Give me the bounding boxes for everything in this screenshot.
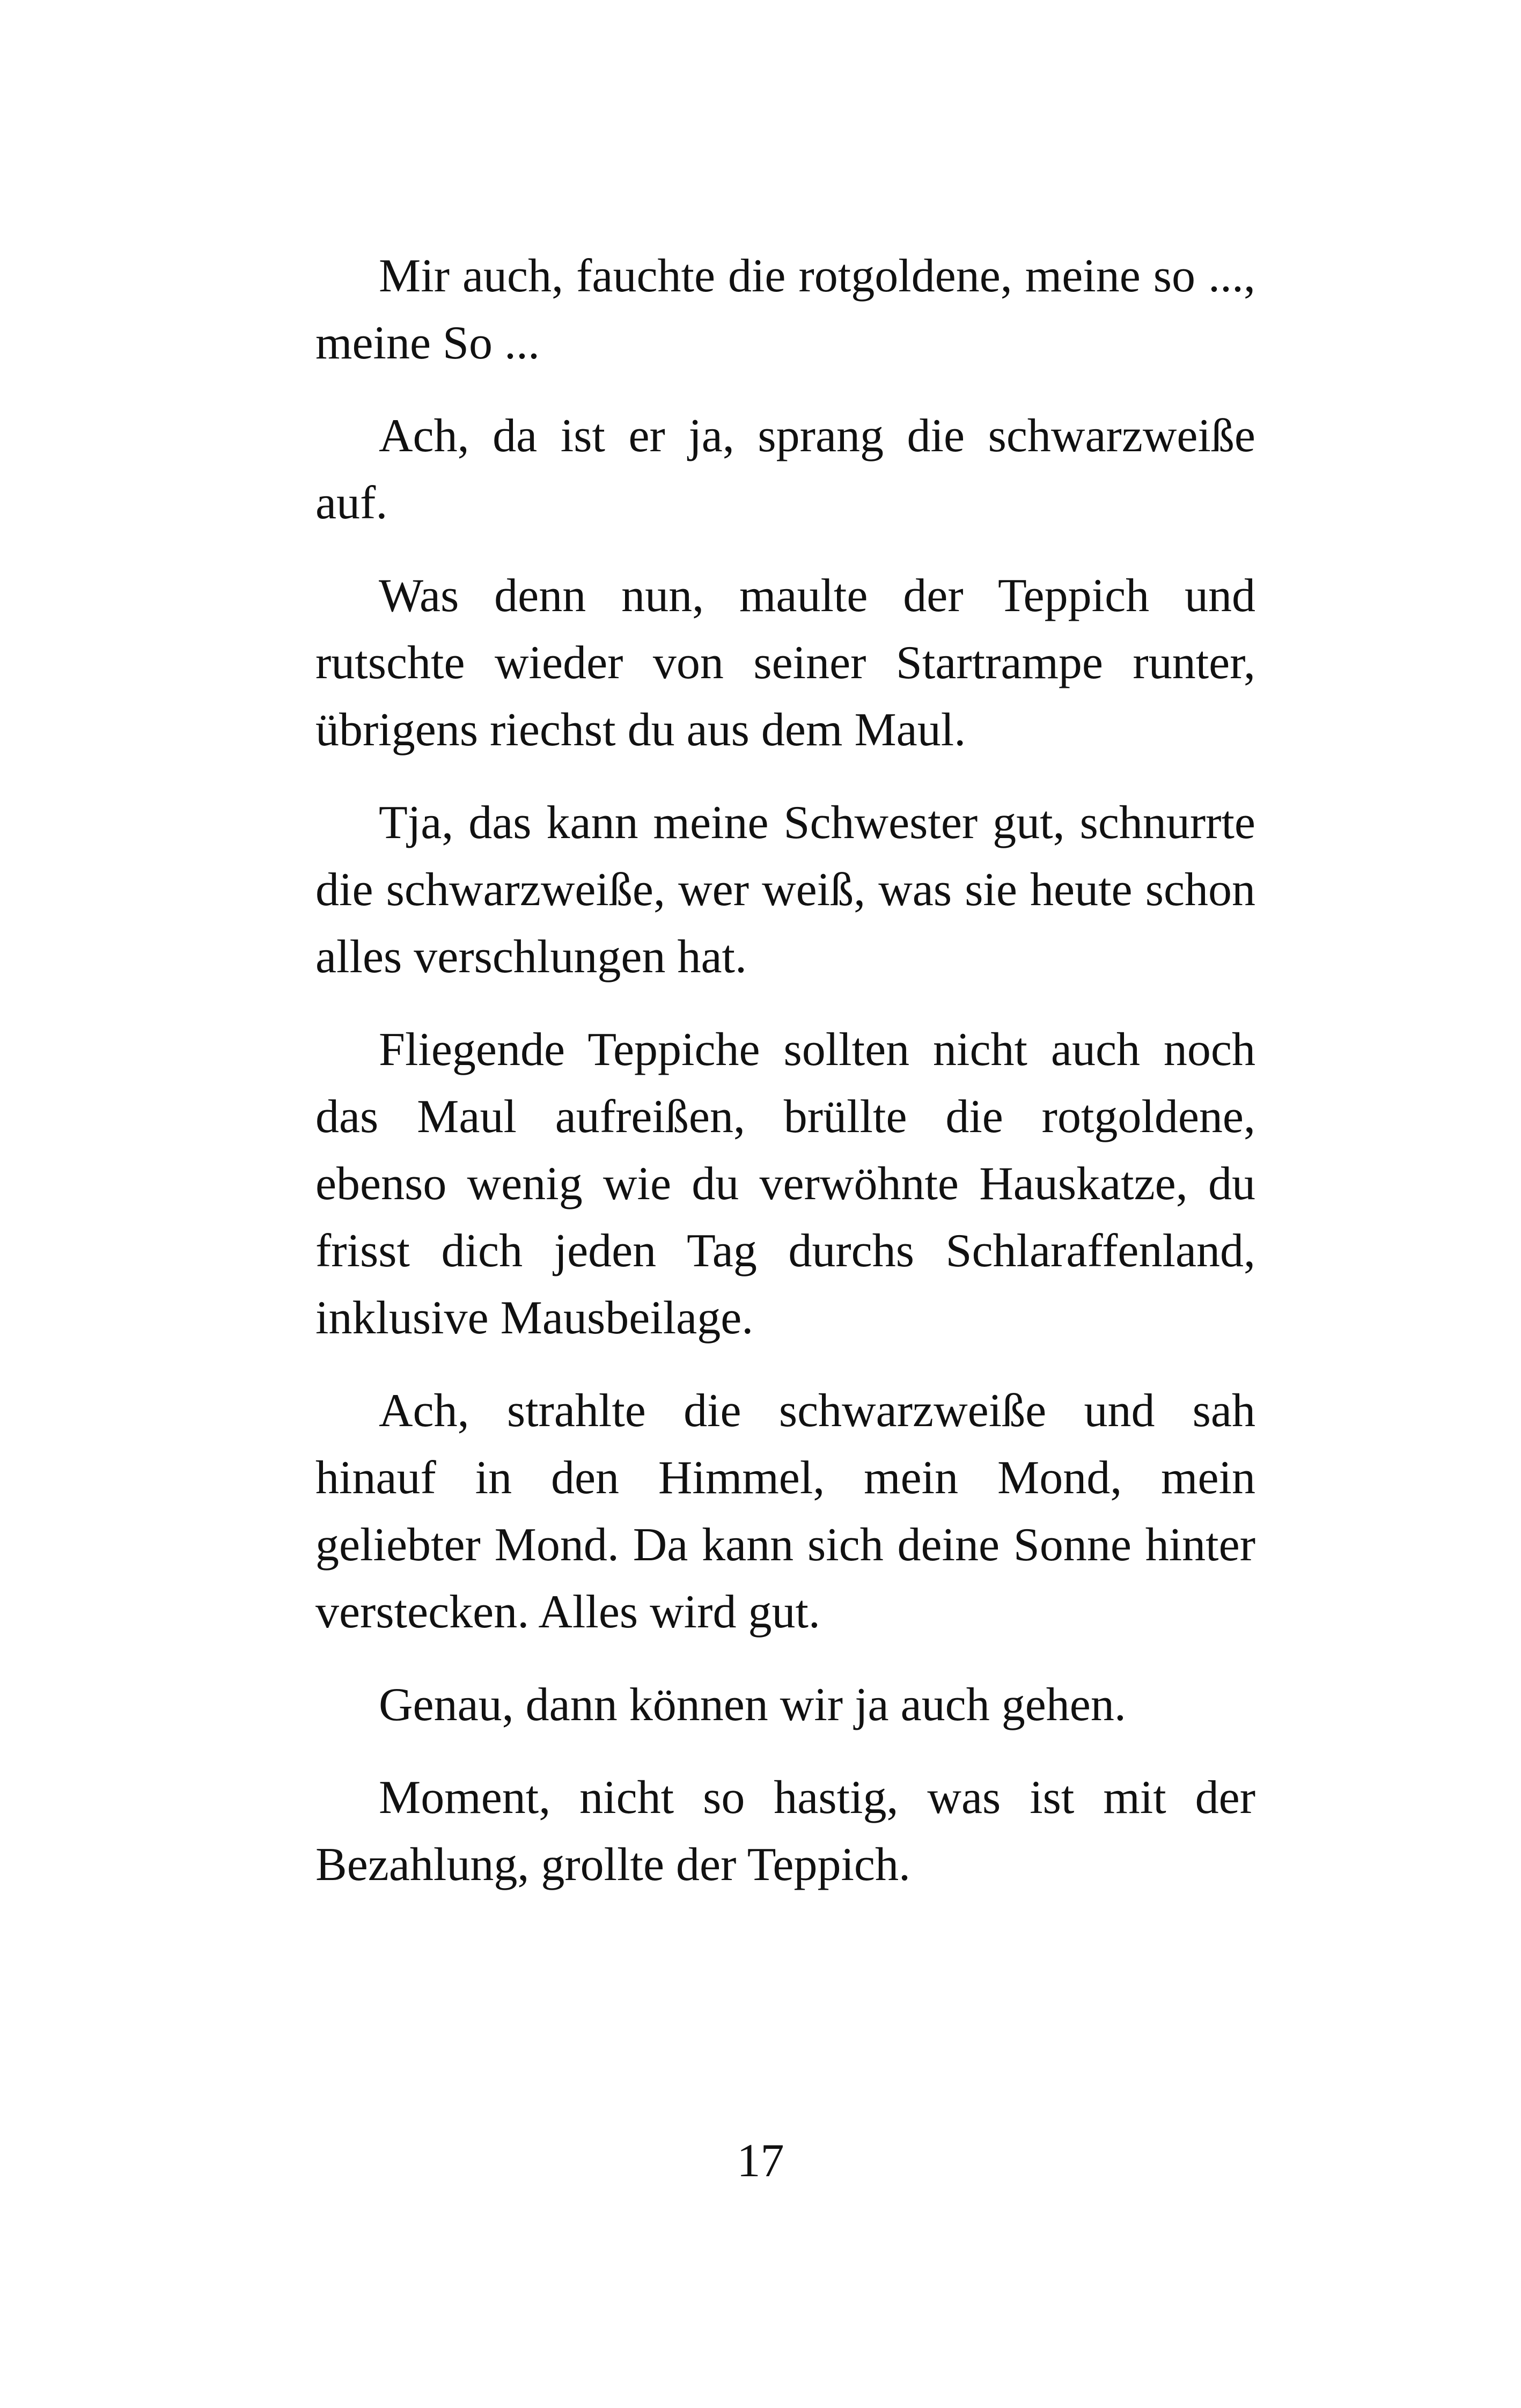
paragraph-8: Moment, nicht so hastig, was ist mit der Bezahlung, grollte der Teppich.: [315, 1772, 1255, 1891]
paragraph-4: Tja, das kann meine Schwester gut, schnurrte die schwarzweiße, wer weiß, was sie heute schon alles verschlungen hat.: [315, 797, 1255, 983]
paragraph-2: Ach, da ist er ja, sprang die schwarzweiße auf.: [315, 410, 1255, 529]
page-number: 17: [737, 2135, 784, 2187]
body-text: [315, 243, 1255, 1924]
paragraph-7: Genau, dann können wir ja auch gehen.: [379, 1679, 1126, 1731]
paragraph-1: Mir auch, fauchte die rotgoldene, meine so ..., meine So ...: [315, 250, 1255, 369]
paragraph-5: Fliegende Teppiche sollten nicht auch noch das Maul aufreißen, brüllte die rotgoldene, ebenso wenig wie du verwöhnte Hauskatze, du frisst dich jeden Tag durchs Schlaraffenland, inklusive Mausbeilage.: [315, 1024, 1255, 1344]
paragraph-3: Was denn nun, maulte der Teppich und rutschte wieder von seiner Startrampe runter, übrigens riechst du aus dem Maul.: [315, 570, 1255, 756]
paragraph-6: Ach, strahlte die schwarzweiße und sah hinauf in den Himmel, mein Mond, mein geliebter Mond. Da kann sich deine Sonne hinter verstecken. Alles wird gut.: [315, 1385, 1255, 1638]
